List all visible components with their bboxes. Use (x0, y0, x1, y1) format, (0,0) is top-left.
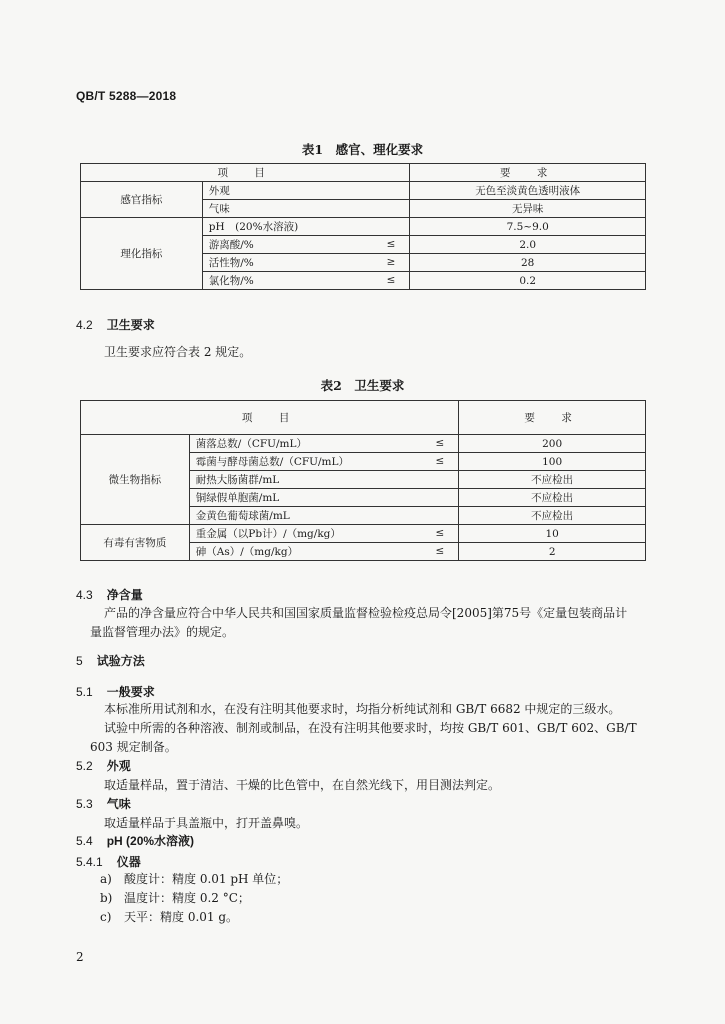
section-4-3-heading: 4.3 净含量 (76, 588, 143, 602)
table-row (81, 435, 646, 453)
item-cell (189, 453, 459, 471)
comparison-symbol: ≤ (435, 455, 445, 467)
value-cell: 不应检出 (459, 489, 646, 507)
table-header-item: 项 目 (81, 164, 410, 182)
section-5-2-text: 取适量样品，置于清洁、干燥的比色管中，在自然光线下，用目测法判定。 (104, 778, 501, 792)
comparison-symbol: ≤ (386, 238, 396, 250)
item-cell (189, 435, 459, 453)
item-label: 耐热大肠菌群/mL (195, 474, 280, 486)
value-cell: 10 (459, 525, 646, 543)
item-cell (189, 471, 459, 489)
table-header-item: 项 目 (81, 401, 459, 435)
value-cell: 无色至淡黄色透明液体 (410, 182, 646, 200)
item-cell (202, 218, 410, 236)
value-cell: 0.2 (410, 272, 646, 290)
value-cell: 2 (459, 543, 646, 561)
table-row (81, 182, 646, 200)
comparison-symbol: ≤ (435, 437, 445, 449)
item-label: 铜绿假单胞菌/mL (195, 492, 280, 504)
value-cell: 200 (459, 435, 646, 453)
value-cell: 不应检出 (459, 471, 646, 489)
item-cell (202, 254, 410, 272)
standard-code: QB/T 5288—2018 (76, 89, 177, 103)
item-label: 外观 (208, 185, 230, 197)
category-cell: 感官指标 (81, 182, 203, 218)
table2 (80, 400, 646, 561)
item-label: 活性物/% (208, 257, 254, 269)
comparison-symbol: ≤ (435, 545, 445, 557)
page-number: 2 (76, 950, 84, 964)
value-cell: 无异味 (410, 200, 646, 218)
item-cell (189, 489, 459, 507)
section-5-1-line3: 603 规定制备。 (90, 740, 177, 754)
comparison-symbol: ≥ (386, 256, 396, 268)
section-4-2-heading: 4.2 卫生要求 (76, 318, 155, 332)
table-row (81, 218, 646, 236)
item-label: 游离酸/% (208, 239, 254, 251)
table-header-requirement: 要 求 (459, 401, 646, 435)
item-cell (189, 507, 459, 525)
item-label: 菌落总数/（CFU/mL） (195, 438, 307, 450)
section-5-1-line2: 试验中所需的各种溶液、制剂或制品，在没有注明其他要求时，均按 GB/T 601、GB/T 602、GB/T (104, 721, 637, 735)
section-5-3-heading: 5.3 气味 (76, 797, 131, 811)
table-header-requirement: 要 求 (410, 164, 646, 182)
section-5-2-heading: 5.2 外观 (76, 759, 131, 773)
item-cell (202, 182, 410, 200)
value-cell: 7.5~9.0 (410, 218, 646, 236)
item-cell (189, 543, 459, 561)
item-cell (202, 236, 410, 254)
table-row (81, 525, 646, 543)
table-header-row (81, 401, 646, 435)
section-5-3-text: 取适量样品于具盖瓶中，打开盖鼻嗅。 (104, 816, 309, 830)
list-item: c) 天平：精度 0.01 g。 (100, 910, 239, 924)
item-label: 气味 (208, 203, 230, 215)
table1 (80, 163, 646, 290)
section-5-1-heading: 5.1 一般要求 (76, 685, 155, 699)
item-label: 重金属（以Pb计）/（mg/kg） (195, 528, 341, 540)
list-item: b) 温度计：精度 0.2 °C； (100, 891, 250, 905)
section-5-heading: 5 试验方法 (76, 654, 145, 668)
item-label: 霉菌与酵母菌总数/（CFU/mL） (195, 456, 349, 468)
item-cell (189, 525, 459, 543)
value-cell: 2.0 (410, 236, 646, 254)
table1-caption: 表1 感官、理化要求 (301, 142, 424, 157)
section-5-1-line1: 本标准所用试剂和水，在没有注明其他要求时，均指分析纯试剂和 GB/T 6682 中规定的三级水。 (104, 702, 621, 716)
item-cell (202, 272, 410, 290)
section-4-2-text: 卫生要求应符合表 2 规定。 (104, 345, 252, 359)
table-header-row (81, 164, 646, 182)
comparison-symbol: ≤ (435, 527, 445, 539)
comparison-symbol: ≤ (386, 274, 396, 286)
section-5-4-1-heading: 5.4.1 仪器 (76, 855, 141, 869)
item-label: 氯化物/% (208, 275, 254, 287)
section-4-3-line1: 产品的净含量应符合中华人民共和国国家质量监督检验检疫总局令[2005]第75号《定量包装商品计 (104, 606, 628, 620)
item-cell (202, 200, 410, 218)
item-label: 金黄色葡萄球菌/mL (195, 510, 290, 522)
item-label: 砷（As）/（mg/kg） (195, 546, 299, 558)
value-cell: 不应检出 (459, 507, 646, 525)
table2-caption: 表2 卫生要求 (320, 378, 405, 393)
value-cell: 100 (459, 453, 646, 471)
value-cell: 28 (410, 254, 646, 272)
list-item: a) 酸度计：精度 0.01 pH 单位； (100, 872, 289, 886)
section-5-4-heading: 5.4 pH (20%水溶液) (76, 834, 195, 848)
item-label: pH (20%水溶液) (208, 221, 299, 233)
section-4-3-line2: 量监督管理办法》的规定。 (90, 625, 235, 639)
category-cell: 微生物指标 (81, 435, 190, 525)
category-cell: 理化指标 (81, 218, 203, 290)
category-cell: 有毒有害物质 (81, 525, 190, 561)
